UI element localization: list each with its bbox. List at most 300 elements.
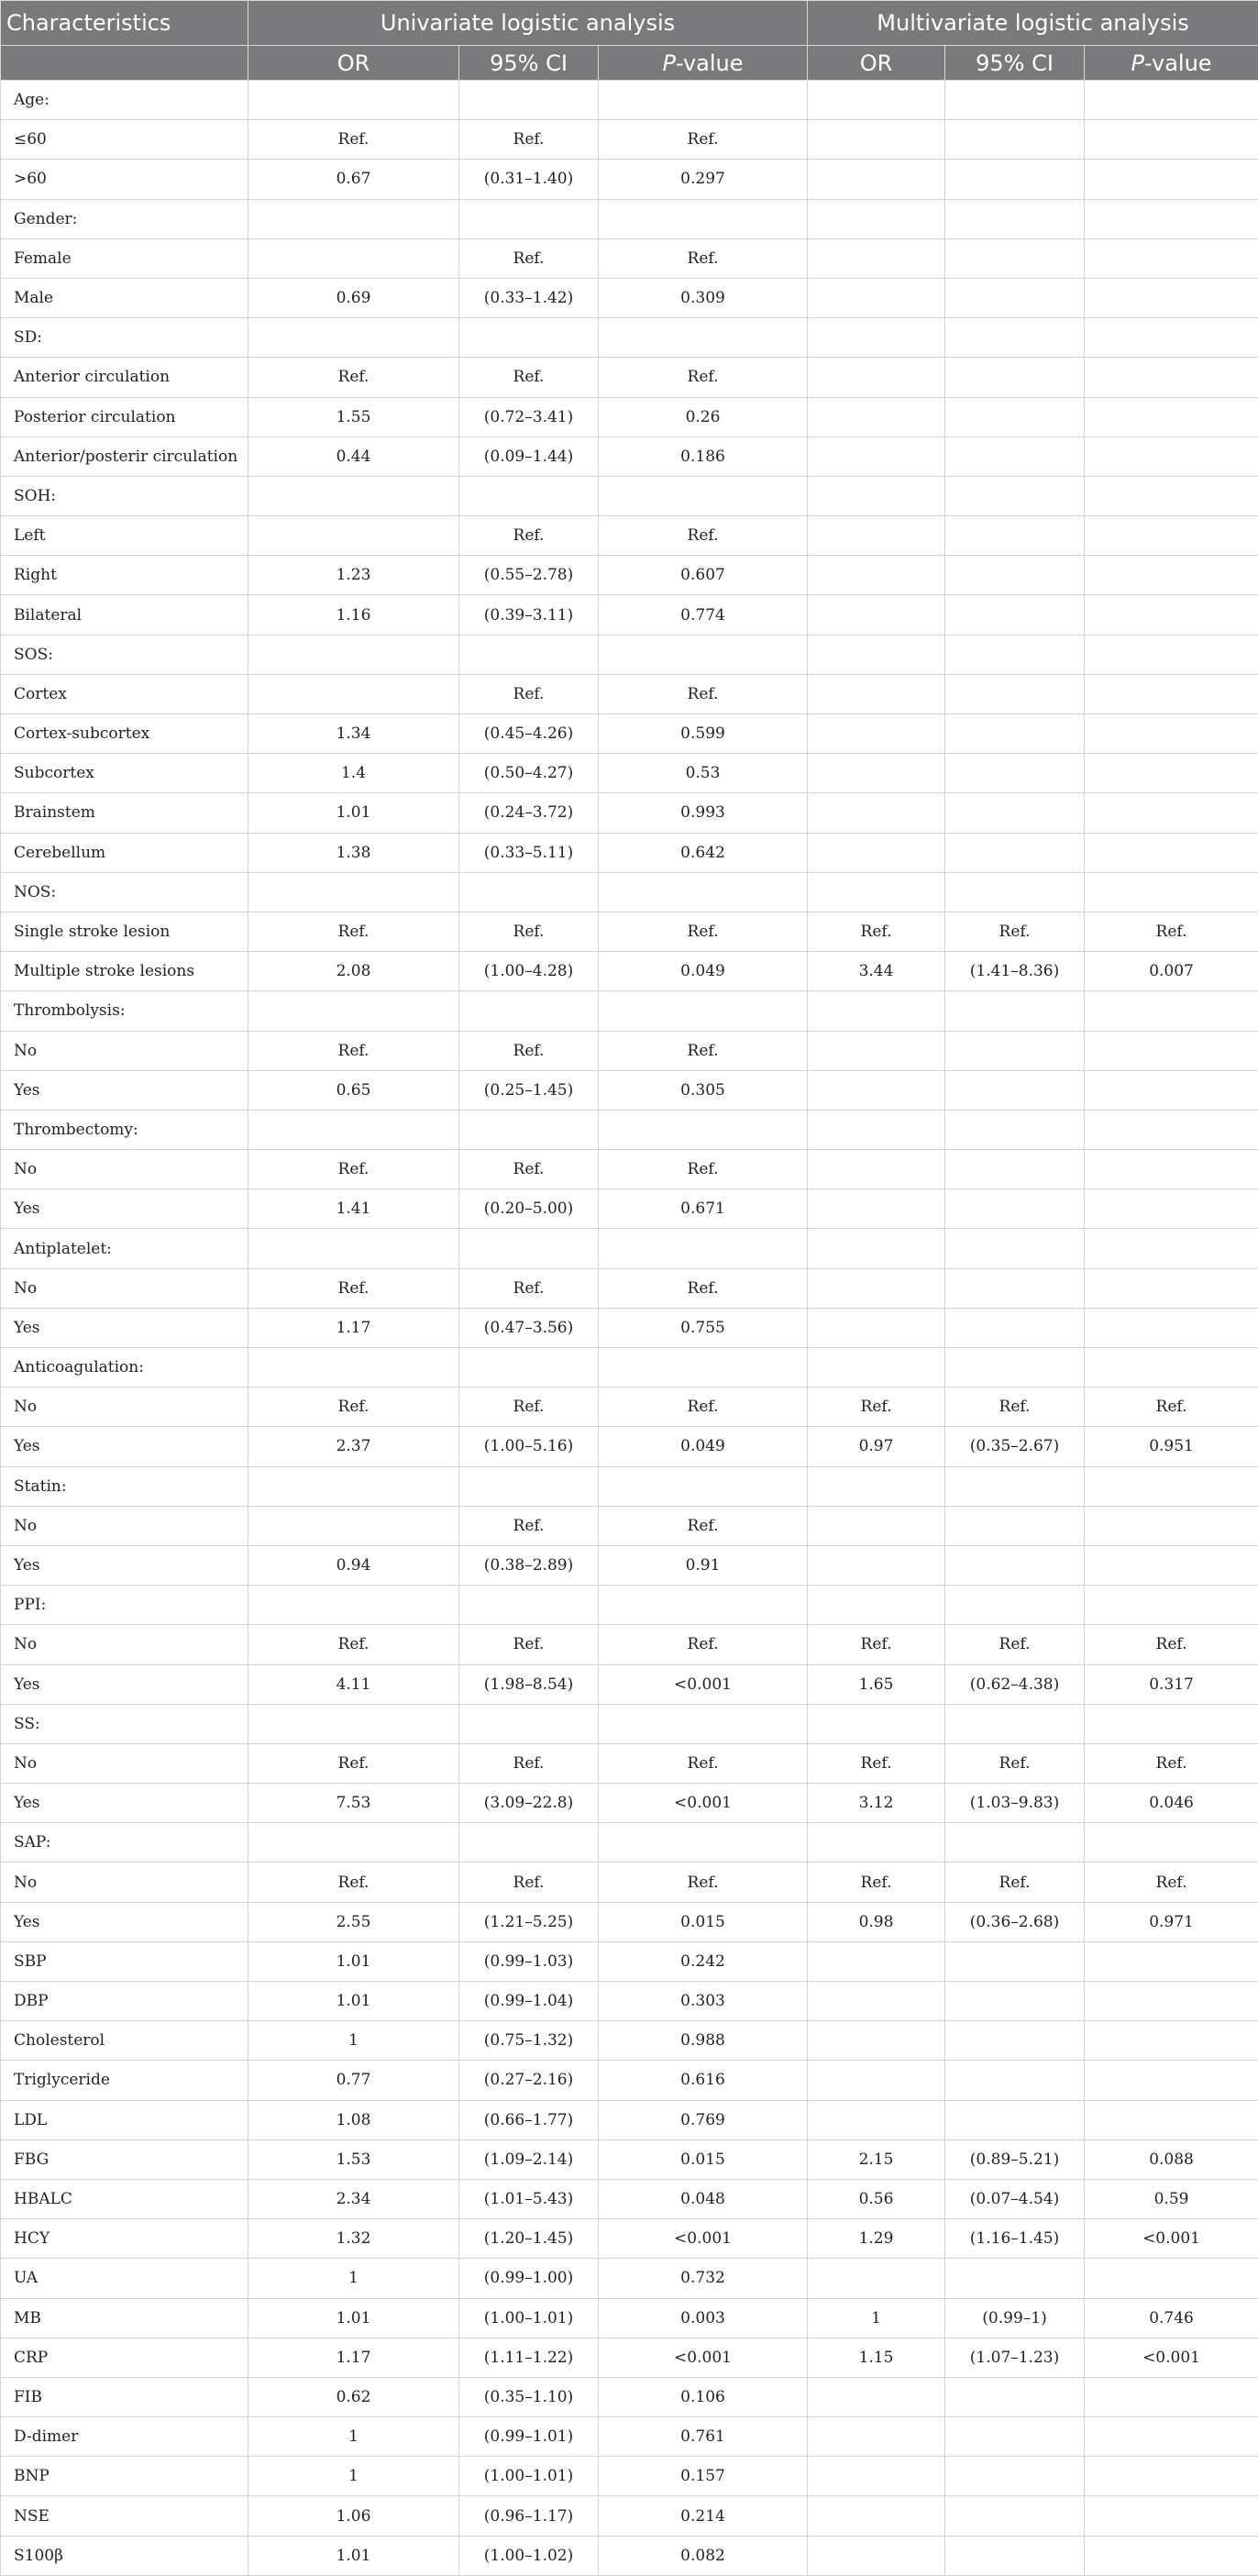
cell-multi-pvalue: Ref.: [1085, 1625, 1258, 1664]
cell-uni-or: Ref.: [248, 1863, 459, 1902]
cell-multi-or: 3.44: [808, 952, 945, 991]
cell-row-label: SOH:: [1, 476, 248, 515]
cell-uni-pvalue: 0.26: [599, 397, 808, 437]
cell-uni-ci: (0.33–5.11): [459, 833, 599, 872]
cell-uni-pvalue: 0.769: [599, 2100, 808, 2139]
cell-multi-or: [808, 1229, 945, 1268]
cell-row-label: Posterior circulation: [1, 397, 248, 437]
cell-multi-pvalue: [1085, 2457, 1258, 2496]
cell-uni-or: 1.08: [248, 2100, 459, 2139]
cell-multi-ci: [945, 2377, 1085, 2416]
cell-row-label: Female: [1, 238, 248, 278]
table-row: [1, 1941, 1258, 1981]
cell-multi-ci: [945, 160, 1085, 199]
cell-uni-pvalue: 0.91: [599, 1545, 808, 1585]
cell-uni-pvalue: 0.003: [599, 2298, 808, 2338]
cell-multi-or: [808, 556, 945, 595]
cell-multi-pvalue: <0.001: [1085, 2338, 1258, 2377]
cell-multi-pvalue: 0.59: [1085, 2179, 1258, 2218]
cell-multi-pvalue: [1085, 2061, 1258, 2100]
cell-uni-ci: (0.25–1.45): [459, 1070, 599, 1110]
cell-row-label: Triglyceride: [1, 2061, 248, 2100]
cell-multi-or: [808, 1348, 945, 1388]
cell-uni-pvalue: 0.048: [599, 2179, 808, 2218]
cell-uni-or: 2.08: [248, 952, 459, 991]
table-row: [1, 199, 1258, 238]
cell-multi-or: Ref.: [808, 1625, 945, 1664]
cell-multi-pvalue: Ref.: [1085, 1388, 1258, 1427]
cell-uni-pvalue: 0.988: [599, 2021, 808, 2061]
cell-multi-ci: [945, 476, 1085, 515]
cell-uni-or: [248, 1823, 459, 1863]
cell-uni-pvalue: 0.309: [599, 278, 808, 317]
cell-uni-pvalue: 0.015: [599, 1902, 808, 1941]
cell-uni-ci: (0.33–1.42): [459, 278, 599, 317]
cell-multi-or: [808, 2536, 945, 2575]
cell-multi-pvalue: [1085, 1229, 1258, 1268]
cell-multi-pvalue: [1085, 1506, 1258, 1545]
cell-multi-ci: (0.89–5.21): [945, 2139, 1085, 2179]
cell-uni-pvalue: 0.297: [599, 160, 808, 199]
table-row: [1, 2496, 1258, 2536]
cell-multi-pvalue: [1085, 1150, 1258, 1189]
cell-uni-or: [248, 1586, 459, 1625]
header-uni-or: OR: [248, 46, 459, 81]
cell-multi-ci: (0.35–2.67): [945, 1427, 1085, 1466]
cell-multi-or: [808, 793, 945, 833]
header-blank: [1, 46, 248, 81]
cell-uni-or: 0.62: [248, 2377, 459, 2416]
cell-multi-ci: [945, 2100, 1085, 2139]
cell-row-label: Subcortex: [1, 754, 248, 793]
cell-uni-or: 1.17: [248, 1308, 459, 1347]
cell-uni-or: [248, 635, 459, 674]
cell-multi-or: [808, 2496, 945, 2536]
table-row: [1, 2536, 1258, 2575]
cell-multi-or: Ref.: [808, 912, 945, 951]
table-row: [1, 160, 1258, 199]
table-row: [1, 2139, 1258, 2179]
cell-uni-ci: Ref.: [459, 1268, 599, 1308]
cell-multi-ci: [945, 2417, 1085, 2457]
table-row: [1, 1070, 1258, 1110]
cell-multi-or: [808, 1070, 945, 1110]
cell-row-label: Thrombectomy:: [1, 1110, 248, 1149]
cell-uni-ci: [459, 199, 599, 238]
cell-uni-ci: (1.00–4.28): [459, 952, 599, 991]
table-row: [1, 1664, 1258, 1704]
cell-multi-or: [808, 2377, 945, 2416]
cell-uni-ci: [459, 872, 599, 912]
table-row: [1, 1625, 1258, 1664]
cell-row-label: Yes: [1, 1664, 248, 1704]
cell-uni-pvalue: Ref.: [599, 358, 808, 397]
cell-multi-pvalue: [1085, 318, 1258, 358]
cell-row-label: DBP: [1, 1982, 248, 2021]
cell-row-label: Anterior circulation: [1, 358, 248, 397]
cell-multi-pvalue: [1085, 2417, 1258, 2457]
table-row: [1, 1268, 1258, 1308]
cell-multi-ci: [945, 1506, 1085, 1545]
cell-row-label: Male: [1, 278, 248, 317]
cell-multi-or: [808, 2417, 945, 2457]
table-row: [1, 2100, 1258, 2139]
cell-multi-pvalue: [1085, 793, 1258, 833]
cell-row-label: Cortex: [1, 674, 248, 713]
cell-uni-or: [248, 1229, 459, 1268]
cell-uni-or: Ref.: [248, 1388, 459, 1427]
header-uni-pvalue: [599, 46, 808, 81]
cell-uni-ci: (0.45–4.26): [459, 714, 599, 754]
cell-multi-ci: Ref.: [945, 1388, 1085, 1427]
cell-uni-ci: Ref.: [459, 1743, 599, 1783]
cell-row-label: FIB: [1, 2377, 248, 2416]
cell-uni-ci: (0.20–5.00): [459, 1189, 599, 1229]
cell-row-label: Statin:: [1, 1466, 248, 1506]
cell-uni-ci: Ref.: [459, 1150, 599, 1189]
cell-uni-or: 1.01: [248, 2298, 459, 2338]
cell-multi-pvalue: [1085, 1031, 1258, 1070]
cell-multi-ci: [945, 595, 1085, 635]
cell-row-label: ≤60: [1, 120, 248, 160]
table-row: [1, 1863, 1258, 1902]
table-row: [1, 2417, 1258, 2457]
cell-multi-ci: [945, 81, 1085, 120]
cell-uni-pvalue: <0.001: [599, 2338, 808, 2377]
cell-multi-pvalue: Ref.: [1085, 1863, 1258, 1902]
cell-multi-or: [808, 635, 945, 674]
cell-multi-pvalue: [1085, 1823, 1258, 1863]
cell-multi-ci: [945, 2457, 1085, 2496]
cell-row-label: No: [1, 1150, 248, 1189]
header-multi-pvalue: [1085, 46, 1258, 81]
table-row: [1, 1427, 1258, 1466]
cell-multi-ci: Ref.: [945, 1743, 1085, 1783]
cell-uni-ci: [459, 1348, 599, 1388]
cell-uni-ci: (0.27–2.16): [459, 2061, 599, 2100]
cell-uni-or: [248, 476, 459, 515]
cell-multi-ci: [945, 2496, 1085, 2536]
cell-uni-pvalue: Ref.: [599, 1863, 808, 1902]
cell-uni-or: 1.17: [248, 2338, 459, 2377]
table-row: [1, 1348, 1258, 1388]
table-row: [1, 754, 1258, 793]
cell-row-label: No: [1, 1268, 248, 1308]
cell-multi-ci: Ref.: [945, 1625, 1085, 1664]
cell-multi-pvalue: [1085, 2100, 1258, 2139]
cell-multi-or: [808, 1823, 945, 1863]
header-multi-ci: 95% CI: [945, 46, 1085, 81]
cell-multi-pvalue: [1085, 1704, 1258, 1743]
cell-row-label: SS:: [1, 1704, 248, 1743]
cell-row-label: SBP: [1, 1941, 248, 1981]
table-row: [1, 2021, 1258, 2061]
cell-multi-ci: [945, 2259, 1085, 2298]
cell-uni-or: [248, 199, 459, 238]
cell-multi-or: [808, 2100, 945, 2139]
cell-row-label: Yes: [1, 1784, 248, 1823]
cell-multi-or: [808, 160, 945, 199]
cell-uni-pvalue: 0.755: [599, 1308, 808, 1347]
cell-uni-ci: Ref.: [459, 1031, 599, 1070]
cell-multi-ci: [945, 2061, 1085, 2100]
cell-multi-pvalue: [1085, 2536, 1258, 2575]
header-characteristics: Characteristics: [1, 1, 248, 46]
cell-uni-or: 0.69: [248, 278, 459, 317]
cell-uni-or: 0.67: [248, 160, 459, 199]
cell-multi-pvalue: [1085, 1189, 1258, 1229]
cell-uni-or: 0.94: [248, 1545, 459, 1585]
cell-uni-ci: (1.21–5.25): [459, 1902, 599, 1941]
cell-multi-pvalue: [1085, 358, 1258, 397]
cell-uni-or: 1.01: [248, 793, 459, 833]
cell-row-label: NOS:: [1, 872, 248, 912]
cell-multi-or: [808, 1110, 945, 1149]
cell-uni-pvalue: 0.671: [599, 1189, 808, 1229]
cell-multi-pvalue: [1085, 2021, 1258, 2061]
cell-row-label: Antiplatelet:: [1, 1229, 248, 1268]
cell-multi-or: [808, 2457, 945, 2496]
cell-row-label: S100β: [1, 2536, 248, 2575]
cell-multi-pvalue: [1085, 872, 1258, 912]
cell-row-label: Multiple stroke lesions: [1, 952, 248, 991]
cell-row-label: D-dimer: [1, 2417, 248, 2457]
cell-uni-or: [248, 318, 459, 358]
cell-row-label: No: [1, 1506, 248, 1545]
header-univariate: Univariate logistic analysis: [248, 1, 808, 46]
cell-uni-ci: [459, 318, 599, 358]
cell-multi-or: 1.65: [808, 1664, 945, 1704]
table-row: [1, 1982, 1258, 2021]
cell-multi-pvalue: [1085, 199, 1258, 238]
cell-multi-ci: [945, 1586, 1085, 1625]
table-row: [1, 81, 1258, 120]
table-row: [1, 397, 1258, 437]
cell-multi-ci: [945, 120, 1085, 160]
cell-multi-pvalue: [1085, 2259, 1258, 2298]
cell-uni-ci: [459, 1110, 599, 1149]
cell-multi-ci: [945, 397, 1085, 437]
cell-row-label: NSE: [1, 2496, 248, 2536]
cell-uni-pvalue: [599, 199, 808, 238]
cell-multi-ci: (0.99–1): [945, 2298, 1085, 2338]
cell-uni-or: 7.53: [248, 1784, 459, 1823]
cell-multi-or: [808, 278, 945, 317]
cell-uni-pvalue: 0.106: [599, 2377, 808, 2416]
cell-uni-or: Ref.: [248, 1743, 459, 1783]
cell-uni-pvalue: Ref.: [599, 1506, 808, 1545]
cell-row-label: SAP:: [1, 1823, 248, 1863]
cell-row-label: Cortex-subcortex: [1, 714, 248, 754]
cell-uni-pvalue: 0.642: [599, 833, 808, 872]
cell-uni-or: 2.34: [248, 2179, 459, 2218]
cell-uni-pvalue: [599, 476, 808, 515]
cell-row-label: Yes: [1, 1070, 248, 1110]
cell-multi-pvalue: [1085, 833, 1258, 872]
cell-uni-ci: [459, 991, 599, 1031]
table-row: [1, 437, 1258, 476]
cell-multi-pvalue: [1085, 278, 1258, 317]
cell-row-label: FBG: [1, 2139, 248, 2179]
cell-row-label: Yes: [1, 1308, 248, 1347]
table-row: [1, 2061, 1258, 2100]
table-row: [1, 912, 1258, 951]
cell-uni-or: [248, 991, 459, 1031]
cell-multi-ci: (1.16–1.45): [945, 2219, 1085, 2259]
table-row: [1, 358, 1258, 397]
cell-multi-ci: [945, 1823, 1085, 1863]
cell-multi-or: [808, 238, 945, 278]
cell-multi-ci: [945, 1466, 1085, 1506]
table-row: [1, 2219, 1258, 2259]
cell-multi-pvalue: [1085, 2377, 1258, 2416]
header-multivariate: Multivariate logistic analysis: [808, 1, 1258, 46]
cell-uni-ci: Ref.: [459, 358, 599, 397]
cell-uni-pvalue: 0.732: [599, 2259, 808, 2298]
cell-multi-or: [808, 1308, 945, 1347]
cell-uni-ci: [459, 1466, 599, 1506]
cell-row-label: Yes: [1, 1189, 248, 1229]
cell-uni-pvalue: 0.303: [599, 1982, 808, 2021]
table-row: [1, 2259, 1258, 2298]
table-row: [1, 833, 1258, 872]
cell-uni-or: 0.65: [248, 1070, 459, 1110]
cell-multi-pvalue: [1085, 81, 1258, 120]
cell-multi-or: 0.98: [808, 1902, 945, 1941]
cell-uni-or: 2.37: [248, 1427, 459, 1466]
cell-uni-ci: (0.24–3.72): [459, 793, 599, 833]
cell-multi-or: 1.15: [808, 2338, 945, 2377]
cell-multi-or: [808, 1506, 945, 1545]
cell-multi-pvalue: [1085, 516, 1258, 556]
cell-row-label: >60: [1, 160, 248, 199]
cell-multi-ci: Ref.: [945, 1863, 1085, 1902]
cell-uni-pvalue: Ref.: [599, 1150, 808, 1189]
cell-uni-or: Ref.: [248, 1268, 459, 1308]
cell-multi-ci: [945, 674, 1085, 713]
cell-multi-pvalue: [1085, 674, 1258, 713]
table-row: [1, 2457, 1258, 2496]
cell-multi-pvalue: [1085, 160, 1258, 199]
cell-multi-ci: [945, 437, 1085, 476]
cell-uni-ci: [459, 1229, 599, 1268]
cell-multi-or: [808, 120, 945, 160]
table-row: [1, 2298, 1258, 2338]
cell-uni-pvalue: [599, 1466, 808, 1506]
cell-uni-or: 4.11: [248, 1664, 459, 1704]
table-body: [1, 81, 1258, 2576]
cell-uni-pvalue: 0.53: [599, 754, 808, 793]
cell-uni-ci: [459, 1823, 599, 1863]
cell-row-label: Gender:: [1, 199, 248, 238]
table-row: [1, 714, 1258, 754]
cell-multi-ci: [945, 556, 1085, 595]
cell-uni-pvalue: 0.242: [599, 1941, 808, 1981]
cell-multi-pvalue: [1085, 1268, 1258, 1308]
cell-multi-or: [808, 991, 945, 1031]
cell-multi-ci: [945, 1031, 1085, 1070]
cell-multi-or: 3.12: [808, 1784, 945, 1823]
cell-multi-ci: [945, 1982, 1085, 2021]
cell-multi-or: [808, 1941, 945, 1981]
table-row: [1, 1506, 1258, 1545]
cell-uni-pvalue: [599, 1110, 808, 1149]
table-row: [1, 238, 1258, 278]
cell-multi-or: [808, 2061, 945, 2100]
cell-uni-ci: Ref.: [459, 1863, 599, 1902]
cell-uni-ci: (1.00–1.02): [459, 2536, 599, 2575]
cell-uni-pvalue: <0.001: [599, 2219, 808, 2259]
cell-uni-ci: (1.98–8.54): [459, 1664, 599, 1704]
cell-uni-pvalue: 0.616: [599, 2061, 808, 2100]
cell-uni-ci: Ref.: [459, 1388, 599, 1427]
cell-multi-pvalue: [1085, 238, 1258, 278]
cell-multi-or: [808, 2259, 945, 2298]
cell-multi-or: [808, 318, 945, 358]
cell-multi-pvalue: 0.046: [1085, 1784, 1258, 1823]
cell-row-label: No: [1, 1743, 248, 1783]
cell-multi-ci: [945, 1348, 1085, 1388]
cell-uni-ci: (0.96–1.17): [459, 2496, 599, 2536]
cell-multi-ci: [945, 1150, 1085, 1189]
cell-multi-or: [808, 81, 945, 120]
cell-row-label: No: [1, 1625, 248, 1664]
cell-multi-ci: [945, 358, 1085, 397]
table-row: [1, 120, 1258, 160]
cell-row-label: Anticoagulation:: [1, 1348, 248, 1388]
cell-uni-or: [248, 1506, 459, 1545]
cell-uni-pvalue: 0.599: [599, 714, 808, 754]
cell-uni-ci: (3.09–22.8): [459, 1784, 599, 1823]
cell-uni-ci: [459, 476, 599, 515]
cell-multi-or: [808, 516, 945, 556]
cell-multi-pvalue: [1085, 754, 1258, 793]
cell-multi-ci: [945, 2021, 1085, 2061]
cell-multi-ci: (1.03–9.83): [945, 1784, 1085, 1823]
cell-uni-pvalue: [599, 1704, 808, 1743]
cell-uni-or: 1.01: [248, 1941, 459, 1981]
cell-uni-or: Ref.: [248, 1150, 459, 1189]
cell-uni-or: [248, 81, 459, 120]
cell-multi-ci: [945, 2536, 1085, 2575]
cell-uni-ci: (0.38–2.89): [459, 1545, 599, 1585]
table-row: [1, 1466, 1258, 1506]
header-multi-or: OR: [808, 46, 945, 81]
cell-uni-pvalue: [599, 1586, 808, 1625]
cell-multi-ci: [945, 635, 1085, 674]
cell-multi-ci: [945, 1704, 1085, 1743]
cell-row-label: HCY: [1, 2219, 248, 2259]
cell-uni-pvalue: [599, 991, 808, 1031]
cell-row-label: BNP: [1, 2457, 248, 2496]
table-row: [1, 1704, 1258, 1743]
cell-uni-pvalue: Ref.: [599, 1625, 808, 1664]
cell-uni-pvalue: 0.607: [599, 556, 808, 595]
cell-row-label: No: [1, 1031, 248, 1070]
cell-row-label: Bilateral: [1, 595, 248, 635]
cell-uni-or: 1.23: [248, 556, 459, 595]
cell-uni-pvalue: 0.993: [599, 793, 808, 833]
cell-uni-pvalue: Ref.: [599, 1031, 808, 1070]
cell-uni-pvalue: 0.214: [599, 2496, 808, 2536]
cell-multi-ci: (0.36–2.68): [945, 1902, 1085, 1941]
table-row: [1, 516, 1258, 556]
cell-multi-pvalue: [1085, 437, 1258, 476]
cell-multi-ci: [945, 872, 1085, 912]
table-row: [1, 952, 1258, 991]
cell-multi-ci: [945, 991, 1085, 1031]
cell-row-label: No: [1, 1863, 248, 1902]
